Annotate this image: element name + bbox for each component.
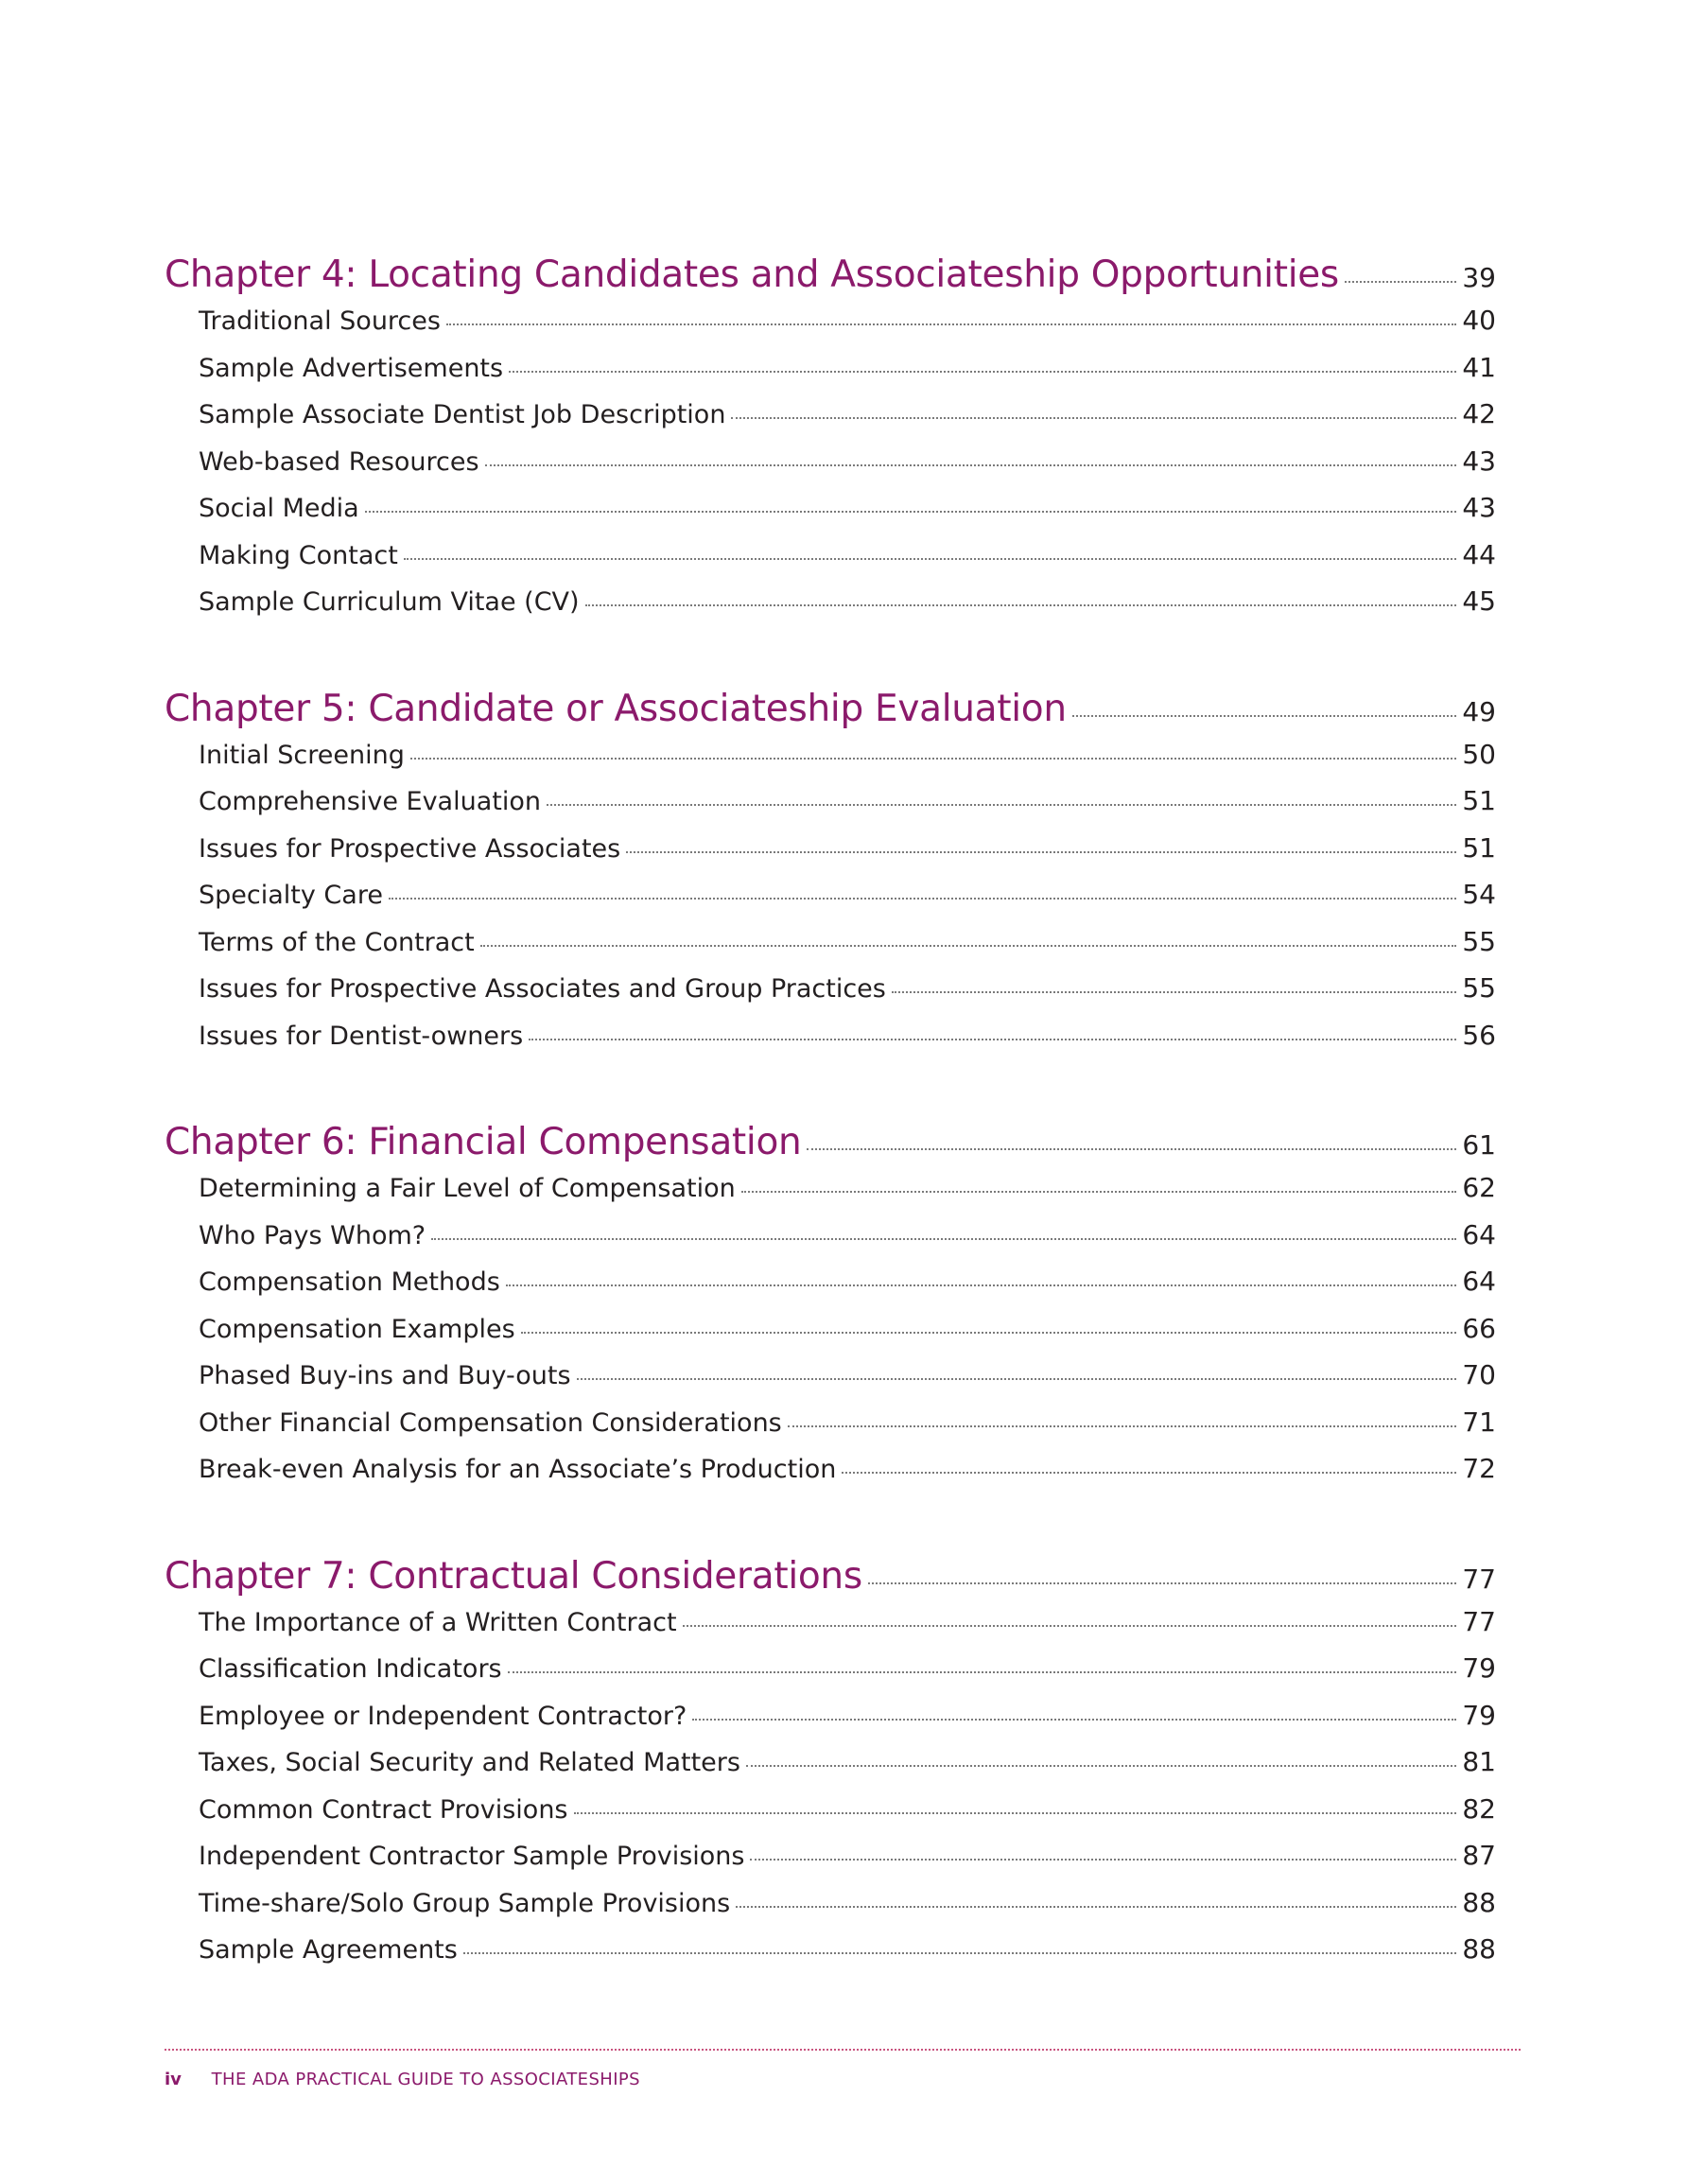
toc-chapter-heading[interactable] bbox=[165, 688, 1496, 733]
dot-leader bbox=[1072, 714, 1457, 717]
chapter-page-number: 77 bbox=[1462, 1563, 1496, 1595]
dot-leader bbox=[741, 1190, 1457, 1193]
toc-entry-page: 55 bbox=[1462, 925, 1496, 957]
toc-entry[interactable] bbox=[165, 1746, 1496, 1793]
dot-leader bbox=[626, 850, 1456, 853]
toc-entry-title: Making Contact bbox=[199, 540, 398, 570]
table-of-contents bbox=[165, 253, 1496, 2035]
toc-entry-page: 43 bbox=[1462, 445, 1496, 477]
toc-entry-title: Terms of the Contract bbox=[199, 927, 475, 957]
dot-leader bbox=[446, 323, 1456, 325]
toc-entry[interactable] bbox=[165, 972, 1496, 1020]
dot-leader bbox=[746, 1764, 1456, 1767]
toc-entry[interactable] bbox=[165, 1606, 1496, 1653]
dot-leader bbox=[574, 1811, 1457, 1814]
toc-entry-page: 40 bbox=[1462, 305, 1496, 336]
toc-entry[interactable] bbox=[165, 492, 1496, 539]
dot-leader bbox=[731, 416, 1456, 419]
toc-entry[interactable] bbox=[165, 305, 1496, 352]
dot-leader bbox=[1345, 280, 1456, 283]
chapter-title: Chapter 4: Locating Candidates and Associateship Opportunities bbox=[165, 253, 1339, 296]
chapter-title: Chapter 6: Financial Compensation bbox=[165, 1121, 802, 1163]
toc-entry-title: Phased Buy-ins and Buy-outs bbox=[199, 1361, 571, 1390]
toc-entry[interactable] bbox=[165, 1700, 1496, 1747]
toc-entry-title: Employee or Independent Contractor? bbox=[199, 1701, 687, 1731]
dot-leader bbox=[547, 803, 1456, 806]
page-folio: iv bbox=[165, 2070, 182, 2089]
toc-entry[interactable] bbox=[165, 1887, 1496, 1934]
toc-entry[interactable] bbox=[165, 1359, 1496, 1406]
dot-leader bbox=[892, 990, 1456, 993]
toc-entry[interactable] bbox=[165, 1652, 1496, 1700]
toc-entry-page: 62 bbox=[1462, 1172, 1496, 1203]
dot-leader bbox=[365, 510, 1457, 513]
toc-entry[interactable] bbox=[165, 832, 1496, 880]
toc-entry-page: 82 bbox=[1462, 1792, 1496, 1825]
dot-leader bbox=[585, 603, 1457, 606]
chapter-6-block bbox=[165, 1121, 1496, 1500]
toc-entry-title: Web-based Resources bbox=[199, 446, 479, 477]
dot-leader bbox=[842, 1471, 1456, 1474]
toc-entry-title: Determining a Fair Level of Compensation bbox=[199, 1174, 736, 1203]
toc-entry[interactable] bbox=[165, 1406, 1496, 1454]
dot-leader bbox=[389, 897, 1456, 900]
toc-entry-title: Taxes, Social Security and Related Matters bbox=[199, 1748, 740, 1777]
toc-entry-title: The Importance of a Written Contract bbox=[199, 1607, 677, 1637]
toc-entry-title: Sample Advertisements bbox=[199, 353, 504, 383]
dot-leader bbox=[529, 1038, 1456, 1040]
toc-entry-page: 55 bbox=[1462, 972, 1496, 1004]
toc-entry-title: Other Financial Compensation Considerations bbox=[199, 1407, 782, 1438]
chapter-title: Chapter 7: Contractual Considerations bbox=[165, 1554, 862, 1598]
toc-entry-page: 51 bbox=[1462, 831, 1496, 864]
toc-entry-title: Sample Agreements bbox=[199, 1935, 458, 1965]
toc-entry[interactable] bbox=[165, 1172, 1496, 1219]
toc-entry-title: Time-share/Solo Group Sample Provisions bbox=[199, 1888, 731, 1918]
toc-entry-page: 42 bbox=[1462, 398, 1496, 429]
toc-entry-title: Issues for Prospective Associates and Group Practices bbox=[199, 974, 886, 1004]
toc-entry[interactable] bbox=[165, 539, 1496, 586]
page-footer bbox=[165, 2070, 640, 2089]
toc-entry[interactable] bbox=[165, 1020, 1496, 1067]
toc-entry[interactable] bbox=[165, 1313, 1496, 1360]
toc-entry-page: 45 bbox=[1462, 585, 1496, 617]
toc-entry[interactable] bbox=[165, 879, 1496, 926]
toc-entry-title: Comprehensive Evaluation bbox=[199, 787, 541, 816]
toc-entry-page: 70 bbox=[1462, 1359, 1496, 1390]
toc-entry[interactable] bbox=[165, 398, 1496, 446]
dot-leader bbox=[868, 1581, 1456, 1584]
dot-leader bbox=[506, 1284, 1457, 1286]
toc-entry-title: Compensation Examples bbox=[199, 1314, 515, 1344]
toc-entry-page: 87 bbox=[1462, 1840, 1496, 1871]
toc-entry-title: Specialty Care bbox=[199, 881, 383, 910]
toc-entry[interactable] bbox=[165, 785, 1496, 832]
toc-entry[interactable] bbox=[165, 446, 1496, 493]
chapter-7-block bbox=[165, 1555, 1496, 1981]
dot-leader bbox=[410, 757, 1456, 760]
toc-entry-title: Classification Indicators bbox=[199, 1654, 502, 1684]
chapter-4-block bbox=[165, 253, 1496, 633]
toc-entry[interactable] bbox=[165, 585, 1496, 633]
toc-entry-page: 64 bbox=[1462, 1266, 1496, 1297]
running-footer-title: THE ADA PRACTICAL GUIDE TO ASSOCIATESHIPS bbox=[211, 2070, 641, 2089]
toc-entry-page: 88 bbox=[1462, 1933, 1496, 1965]
toc-entry-title: Issues for Prospective Associates bbox=[199, 833, 621, 864]
dot-leader bbox=[683, 1624, 1457, 1627]
toc-entry-title: Compensation Methods bbox=[199, 1267, 500, 1297]
toc-entry-page: 44 bbox=[1462, 538, 1496, 570]
toc-chapter-heading[interactable] bbox=[165, 1555, 1496, 1600]
toc-entry-page: 81 bbox=[1462, 1746, 1496, 1777]
toc-entry-title: Who Pays Whom? bbox=[199, 1220, 426, 1250]
toc-entry[interactable] bbox=[165, 1219, 1496, 1267]
dot-leader bbox=[485, 463, 1457, 466]
dot-leader bbox=[807, 1147, 1456, 1150]
dot-leader bbox=[463, 1951, 1457, 1954]
dot-leader bbox=[577, 1377, 1457, 1380]
chapter-page-number: 61 bbox=[1462, 1129, 1496, 1161]
toc-entry[interactable] bbox=[165, 1453, 1496, 1500]
dot-leader bbox=[750, 1858, 1456, 1861]
toc-entry[interactable] bbox=[165, 1933, 1496, 1981]
toc-entry-title: Common Contract Provisions bbox=[199, 1794, 568, 1825]
dot-leader bbox=[431, 1237, 1456, 1240]
toc-entry[interactable] bbox=[165, 1840, 1496, 1887]
dot-leader bbox=[480, 944, 1457, 947]
toc-entry-title: Sample Curriculum Vitae (CV) bbox=[199, 587, 580, 617]
toc-entry-page: 72 bbox=[1462, 1453, 1496, 1484]
toc-entry-page: 77 bbox=[1462, 1605, 1496, 1637]
toc-entry[interactable] bbox=[165, 926, 1496, 973]
toc-entry-page: 79 bbox=[1462, 1652, 1496, 1684]
toc-entry-title: Sample Associate Dentist Job Description bbox=[199, 400, 726, 429]
dot-leader bbox=[404, 557, 1457, 560]
toc-chapter-heading[interactable] bbox=[165, 253, 1496, 299]
chapter-title: Chapter 5: Candidate or Associateship Evaluation bbox=[165, 687, 1067, 730]
toc-entry-page: 41 bbox=[1462, 351, 1496, 383]
toc-entry-title: Social Media bbox=[199, 494, 359, 523]
toc-entry-page: 43 bbox=[1462, 492, 1496, 523]
toc-entry-page: 79 bbox=[1462, 1699, 1496, 1731]
toc-entry-title: Independent Contractor Sample Provisions bbox=[199, 1842, 745, 1871]
dot-leader bbox=[521, 1331, 1457, 1334]
toc-entry-page: 51 bbox=[1462, 785, 1496, 816]
dot-leader bbox=[736, 1905, 1456, 1908]
toc-entry-title: Issues for Dentist-owners bbox=[199, 1021, 524, 1051]
toc-entry-title: Initial Screening bbox=[199, 740, 405, 770]
toc-entry[interactable] bbox=[165, 352, 1496, 399]
dot-leader bbox=[508, 1670, 1457, 1673]
toc-entry-page: 64 bbox=[1462, 1218, 1496, 1250]
toc-entry-page: 50 bbox=[1462, 738, 1496, 770]
toc-entry[interactable] bbox=[165, 1793, 1496, 1841]
footer-divider bbox=[165, 2049, 1521, 2051]
toc-entry-page: 54 bbox=[1462, 879, 1496, 910]
toc-entry[interactable] bbox=[165, 1266, 1496, 1313]
toc-entry-page: 88 bbox=[1462, 1886, 1496, 1918]
toc-entry-page: 56 bbox=[1462, 1019, 1496, 1051]
dot-leader bbox=[509, 370, 1456, 373]
toc-entry-page: 66 bbox=[1462, 1312, 1496, 1344]
chapter-page-number: 49 bbox=[1462, 695, 1496, 727]
chapter-5-block bbox=[165, 688, 1496, 1067]
dot-leader bbox=[692, 1718, 1456, 1721]
toc-entry[interactable] bbox=[165, 739, 1496, 786]
toc-entry-title: Traditional Sources bbox=[199, 306, 441, 336]
dot-leader bbox=[788, 1424, 1457, 1427]
toc-entry-page: 71 bbox=[1462, 1406, 1496, 1438]
toc-entry-title: Break-even Analysis for an Associate’s Production bbox=[199, 1455, 837, 1484]
toc-chapter-heading[interactable] bbox=[165, 1121, 1496, 1166]
chapter-page-number: 39 bbox=[1462, 262, 1496, 293]
